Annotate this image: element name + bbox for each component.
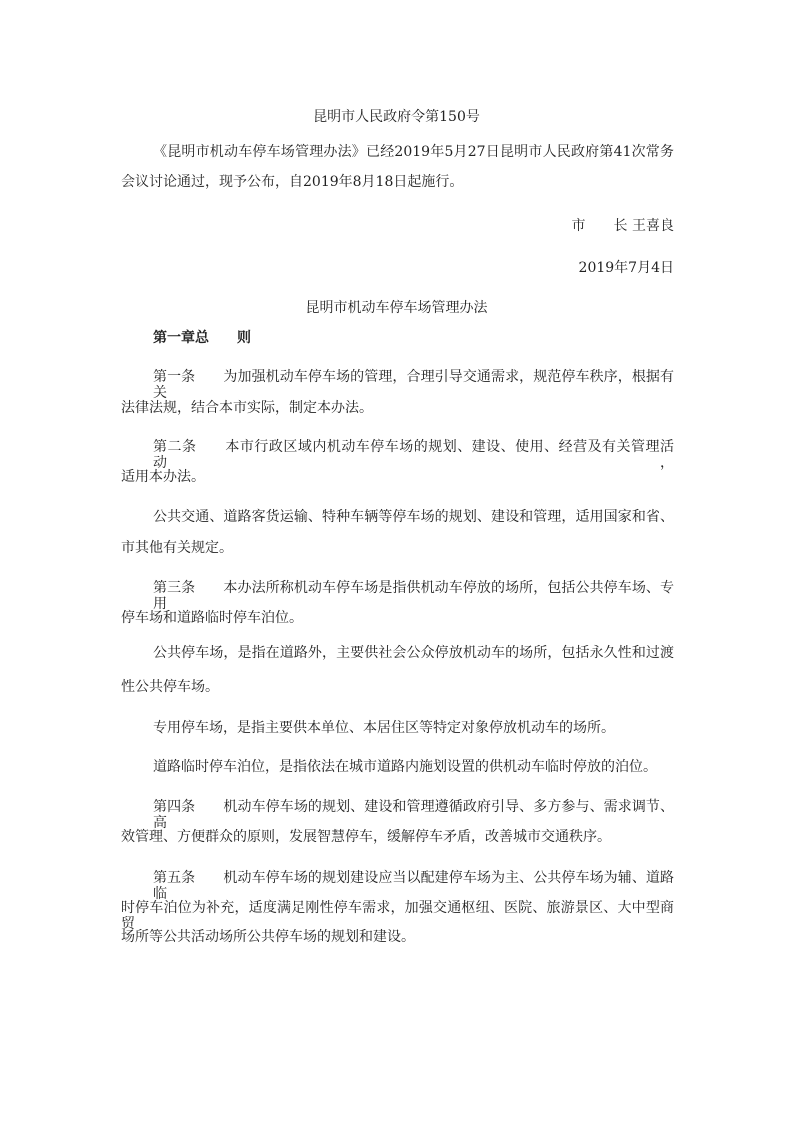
paragraph-line: 法律法规，结合本市实际，制定本办法。 — [121, 400, 373, 416]
paragraph-line: 公共停车场，是指在道路外，主要供社会公众停放机动车的场所，包括永久性和过渡 — [153, 645, 674, 661]
promulgation-line: 会议讨论通过，现予公布，自2019年8月18日起施行。 — [121, 174, 464, 190]
paragraph-line: 道路临时停车泊位，是指依法在城市道路内施划设置的供机动车临时停放的泊位。 — [153, 759, 657, 775]
paragraph-line: 时停车泊位为补充，适度满足刚性停车需求，加强交通枢纽、医院、旅游景区、大中型商贸 — [121, 900, 674, 932]
paragraph-line: 第五条 机动车停车场的规划建设应当以配建停车场为主、公共停车场为辅、道路临 — [153, 870, 674, 902]
paragraph-line: 适用本办法。 — [121, 469, 205, 485]
paragraph-line: 效管理、方便群众的原则，发展智慧停车，缓解停车矛盾，改善城市交通秩序。 — [121, 829, 611, 845]
paragraph-line: 场所等公共活动场所公共停车场的规划和建设。 — [121, 929, 415, 945]
order-title: 昆明市人民政府令第150号 — [313, 109, 480, 125]
mayor-signature: 市 长 王喜良 — [571, 218, 674, 234]
paragraph-line: 性公共停车场。 — [121, 679, 219, 695]
chapter-heading: 第一章总 则 — [153, 330, 251, 346]
paragraph-line: 专用停车场，是指主要供本单位、本居住区等特定对象停放机动车的场所。 — [153, 720, 615, 736]
paragraph-line: 第二条 本市行政区域内机动车停车场的规划、建设、使用、经营及有关管理活动， — [153, 439, 674, 471]
issue-date: 2019年7月4日 — [578, 260, 674, 276]
paragraph-line: 第四条 机动车停车场的规划、建设和管理遵循政府引导、多方参与、需求调节、高 — [153, 799, 674, 831]
paragraph-line: 第三条 本办法所称机动车停车场是指供机动车停放的场所，包括公共停车场、专用 — [153, 580, 674, 612]
promulgation-line: 《昆明市机动车停车场管理办法》已经2019年5月27日昆明市人民政府第41次常务 — [153, 144, 674, 160]
regulation-title: 昆明市机动车停车场管理办法 — [305, 300, 488, 316]
paragraph-line: 第一条 为加强机动车停车场的管理，合理引导交通需求，规范停车秩序，根据有关 — [153, 369, 674, 401]
paragraph-line: 市其他有关规定。 — [121, 540, 233, 556]
paragraph-line: 停车场和道路临时停车泊位。 — [121, 610, 303, 626]
paragraph-line: 公共交通、道路客货运输、特种车辆等停车场的规划、建设和管理，适用国家和省、 — [153, 509, 674, 525]
